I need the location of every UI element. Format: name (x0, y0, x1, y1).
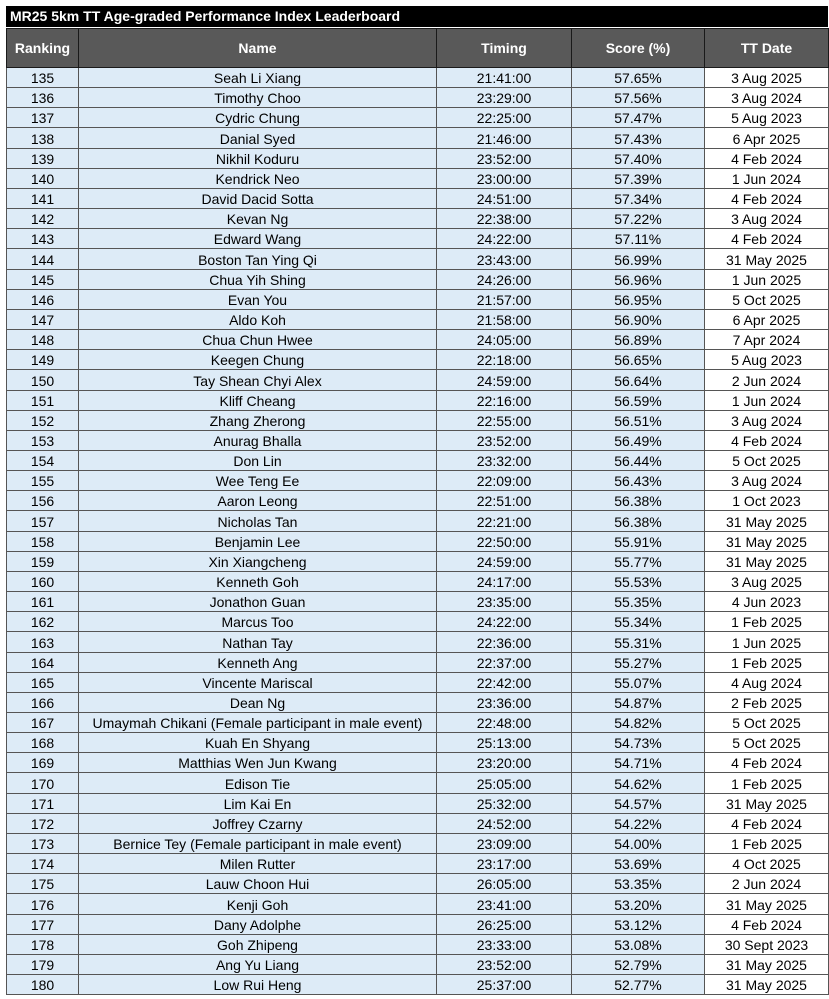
score-cell: 55.77% (572, 551, 705, 571)
name-cell: Boston Tan Ying Qi (79, 249, 437, 269)
table-row (7, 692, 829, 712)
tt-date-cell: 1 Feb 2025 (705, 652, 829, 672)
ranking-cell: 140 (7, 168, 79, 188)
score-cell: 56.44% (572, 450, 705, 470)
table-row (7, 168, 829, 188)
ranking-cell: 163 (7, 632, 79, 652)
timing-cell: 22:38:00 (437, 209, 572, 229)
tt-date-cell: 31 May 2025 (705, 531, 829, 551)
table-row (7, 350, 829, 370)
table-row (7, 128, 829, 148)
name-cell: Kevan Ng (79, 209, 437, 229)
score-cell: 57.43% (572, 128, 705, 148)
tt-date-cell: 5 Oct 2025 (705, 713, 829, 733)
ranking-cell: 158 (7, 531, 79, 551)
score-cell: 56.49% (572, 430, 705, 450)
score-cell: 53.08% (572, 934, 705, 954)
name-cell: Matthias Wen Jun Kwang (79, 753, 437, 773)
score-cell: 54.00% (572, 833, 705, 853)
tt-date-cell: 5 Oct 2025 (705, 450, 829, 470)
timing-cell: 21:58:00 (437, 309, 572, 329)
tt-date-cell: 4 Feb 2024 (705, 430, 829, 450)
ranking-cell: 164 (7, 652, 79, 672)
name-cell: Keegen Chung (79, 350, 437, 370)
tt-date-cell: 31 May 2025 (705, 249, 829, 269)
score-cell: 57.56% (572, 88, 705, 108)
score-cell: 57.65% (572, 68, 705, 88)
timing-cell: 26:05:00 (437, 874, 572, 894)
ranking-cell: 178 (7, 934, 79, 954)
table-row (7, 713, 829, 733)
score-cell: 57.47% (572, 108, 705, 128)
tt-date-cell: 4 Jun 2023 (705, 592, 829, 612)
table-row (7, 430, 829, 450)
timing-cell: 23:20:00 (437, 753, 572, 773)
table-row (7, 652, 829, 672)
ranking-cell: 138 (7, 128, 79, 148)
name-cell: Benjamin Lee (79, 531, 437, 551)
score-cell: 54.57% (572, 793, 705, 813)
ranking-cell: 135 (7, 68, 79, 88)
score-cell: 57.22% (572, 209, 705, 229)
ranking-cell: 180 (7, 975, 79, 995)
leaderboard-title: MR25 5km TT Age-graded Performance Index Leaderboard (6, 6, 828, 27)
timing-cell: 23:43:00 (437, 249, 572, 269)
timing-cell: 22:50:00 (437, 531, 572, 551)
tt-date-cell: 3 Aug 2025 (705, 68, 829, 88)
timing-cell: 23:17:00 (437, 854, 572, 874)
table-row (7, 531, 829, 551)
name-cell: Evan You (79, 289, 437, 309)
header-ranking: Ranking (7, 29, 79, 68)
tt-date-cell: 4 Aug 2024 (705, 672, 829, 692)
name-cell: Kuah En Shyang (79, 733, 437, 753)
ranking-cell: 169 (7, 753, 79, 773)
tt-date-cell: 1 Jun 2025 (705, 632, 829, 652)
tt-date-cell: 1 Feb 2025 (705, 833, 829, 853)
score-cell: 55.35% (572, 592, 705, 612)
timing-cell: 24:59:00 (437, 551, 572, 571)
timing-cell: 25:05:00 (437, 773, 572, 793)
ranking-cell: 149 (7, 350, 79, 370)
name-cell: Milen Rutter (79, 854, 437, 874)
table-row (7, 330, 829, 350)
timing-cell: 21:46:00 (437, 128, 572, 148)
score-cell: 55.31% (572, 632, 705, 652)
table-row (7, 773, 829, 793)
ranking-cell: 173 (7, 833, 79, 853)
timing-cell: 24:26:00 (437, 269, 572, 289)
ranking-cell: 145 (7, 269, 79, 289)
score-cell: 53.20% (572, 894, 705, 914)
tt-date-cell: 4 Feb 2024 (705, 148, 829, 168)
score-cell: 52.77% (572, 975, 705, 995)
timing-cell: 23:52:00 (437, 954, 572, 974)
timing-cell: 23:09:00 (437, 833, 572, 853)
timing-cell: 23:35:00 (437, 592, 572, 612)
leaderboard-table (6, 28, 829, 995)
name-cell: Seah Li Xiang (79, 68, 437, 88)
tt-date-cell: 31 May 2025 (705, 975, 829, 995)
ranking-cell: 154 (7, 450, 79, 470)
ranking-cell: 153 (7, 430, 79, 450)
tt-date-cell: 31 May 2025 (705, 793, 829, 813)
tt-date-cell: 4 Feb 2024 (705, 229, 829, 249)
score-cell: 56.90% (572, 309, 705, 329)
tt-date-cell: 1 Feb 2025 (705, 773, 829, 793)
tt-date-cell: 5 Oct 2025 (705, 289, 829, 309)
score-cell: 56.38% (572, 511, 705, 531)
score-cell: 53.69% (572, 854, 705, 874)
table-row (7, 471, 829, 491)
tt-date-cell: 1 Jun 2024 (705, 390, 829, 410)
timing-cell: 24:05:00 (437, 330, 572, 350)
name-cell: Edward Wang (79, 229, 437, 249)
ranking-cell: 161 (7, 592, 79, 612)
name-cell: Chua Chun Hwee (79, 330, 437, 350)
ranking-cell: 150 (7, 370, 79, 390)
tt-date-cell: 2 Jun 2024 (705, 370, 829, 390)
timing-cell: 24:51:00 (437, 188, 572, 208)
table-row (7, 309, 829, 329)
table-row (7, 612, 829, 632)
timing-cell: 22:37:00 (437, 652, 572, 672)
score-cell: 56.43% (572, 471, 705, 491)
ranking-cell: 147 (7, 309, 79, 329)
score-cell: 55.53% (572, 571, 705, 591)
name-cell: Ang Yu Liang (79, 954, 437, 974)
timing-cell: 24:52:00 (437, 813, 572, 833)
ranking-cell: 144 (7, 249, 79, 269)
score-cell: 57.39% (572, 168, 705, 188)
ranking-cell: 139 (7, 148, 79, 168)
timing-cell: 22:18:00 (437, 350, 572, 370)
name-cell: Danial Syed (79, 128, 437, 148)
ranking-cell: 160 (7, 571, 79, 591)
table-row (7, 592, 829, 612)
ranking-cell: 165 (7, 672, 79, 692)
timing-cell: 24:22:00 (437, 229, 572, 249)
score-cell: 57.34% (572, 188, 705, 208)
ranking-cell: 166 (7, 692, 79, 712)
timing-cell: 22:09:00 (437, 471, 572, 491)
timing-cell: 23:52:00 (437, 430, 572, 450)
score-cell: 57.40% (572, 148, 705, 168)
ranking-cell: 152 (7, 410, 79, 430)
table-row (7, 410, 829, 430)
timing-cell: 23:00:00 (437, 168, 572, 188)
table-row (7, 753, 829, 773)
score-cell: 53.35% (572, 874, 705, 894)
tt-date-cell: 3 Aug 2024 (705, 209, 829, 229)
score-cell: 56.99% (572, 249, 705, 269)
tt-date-cell: 4 Feb 2024 (705, 813, 829, 833)
score-cell: 56.51% (572, 410, 705, 430)
tt-date-cell: 3 Aug 2024 (705, 410, 829, 430)
name-cell: Chua Yih Shing (79, 269, 437, 289)
ranking-cell: 148 (7, 330, 79, 350)
name-cell: Edison Tie (79, 773, 437, 793)
score-cell: 52.79% (572, 954, 705, 974)
name-cell: Anurag Bhalla (79, 430, 437, 450)
table-row (7, 793, 829, 813)
ranking-cell: 156 (7, 491, 79, 511)
table-row (7, 249, 829, 269)
table-row (7, 209, 829, 229)
name-cell: Nicholas Tan (79, 511, 437, 531)
ranking-cell: 159 (7, 551, 79, 571)
table-row (7, 88, 829, 108)
table-row (7, 733, 829, 753)
name-cell: Marcus Too (79, 612, 437, 632)
score-cell: 56.65% (572, 350, 705, 370)
timing-cell: 23:52:00 (437, 148, 572, 168)
table-row (7, 632, 829, 652)
header-tt-date: TT Date (705, 29, 829, 68)
tt-date-cell: 31 May 2025 (705, 954, 829, 974)
score-cell: 56.59% (572, 390, 705, 410)
timing-cell: 22:21:00 (437, 511, 572, 531)
score-cell: 55.27% (572, 652, 705, 672)
name-cell: Low Rui Heng (79, 975, 437, 995)
ranking-cell: 171 (7, 793, 79, 813)
table-row (7, 491, 829, 511)
timing-cell: 23:41:00 (437, 894, 572, 914)
timing-cell: 22:42:00 (437, 672, 572, 692)
timing-cell: 22:51:00 (437, 491, 572, 511)
score-cell: 56.38% (572, 491, 705, 511)
name-cell: Timothy Choo (79, 88, 437, 108)
tt-date-cell: 31 May 2025 (705, 894, 829, 914)
table-row (7, 975, 829, 995)
tt-date-cell: 3 Aug 2025 (705, 571, 829, 591)
tt-date-cell: 7 Apr 2024 (705, 330, 829, 350)
tt-date-cell: 4 Oct 2025 (705, 854, 829, 874)
ranking-cell: 170 (7, 773, 79, 793)
name-cell: Lim Kai En (79, 793, 437, 813)
leaderboard-body (7, 68, 829, 995)
timing-cell: 21:41:00 (437, 68, 572, 88)
tt-date-cell: 5 Oct 2025 (705, 733, 829, 753)
tt-date-cell: 2 Feb 2025 (705, 692, 829, 712)
name-cell: Xin Xiangcheng (79, 551, 437, 571)
ranking-cell: 143 (7, 229, 79, 249)
tt-date-cell: 2 Jun 2024 (705, 874, 829, 894)
ranking-cell: 162 (7, 612, 79, 632)
table-row (7, 833, 829, 853)
header-score: Score (%) (572, 29, 705, 68)
name-cell: Umaymah Chikani (Female participant in male event) (79, 713, 437, 733)
ranking-cell: 174 (7, 854, 79, 874)
tt-date-cell: 1 Feb 2025 (705, 612, 829, 632)
table-row (7, 511, 829, 531)
timing-cell: 22:36:00 (437, 632, 572, 652)
tt-date-cell: 6 Apr 2025 (705, 128, 829, 148)
name-cell: Tay Shean Chyi Alex (79, 370, 437, 390)
score-cell: 54.62% (572, 773, 705, 793)
table-row (7, 894, 829, 914)
name-cell: Kendrick Neo (79, 168, 437, 188)
timing-cell: 22:55:00 (437, 410, 572, 430)
score-cell: 56.95% (572, 289, 705, 309)
ranking-cell: 176 (7, 894, 79, 914)
timing-cell: 21:57:00 (437, 289, 572, 309)
header-row (7, 29, 829, 68)
score-cell: 54.82% (572, 713, 705, 733)
score-cell: 53.12% (572, 914, 705, 934)
tt-date-cell: 1 Oct 2023 (705, 491, 829, 511)
timing-cell: 23:29:00 (437, 88, 572, 108)
table-row (7, 551, 829, 571)
timing-cell: 22:48:00 (437, 713, 572, 733)
table-row (7, 188, 829, 208)
tt-date-cell: 5 Aug 2023 (705, 350, 829, 370)
table-row (7, 370, 829, 390)
ranking-cell: 136 (7, 88, 79, 108)
timing-cell: 25:37:00 (437, 975, 572, 995)
score-cell: 54.22% (572, 813, 705, 833)
name-cell: Goh Zhipeng (79, 934, 437, 954)
timing-cell: 23:33:00 (437, 934, 572, 954)
tt-date-cell: 3 Aug 2024 (705, 88, 829, 108)
tt-date-cell: 6 Apr 2025 (705, 309, 829, 329)
table-row (7, 229, 829, 249)
name-cell: Dany Adolphe (79, 914, 437, 934)
timing-cell: 25:13:00 (437, 733, 572, 753)
timing-cell: 24:59:00 (437, 370, 572, 390)
table-row (7, 672, 829, 692)
ranking-cell: 179 (7, 954, 79, 974)
tt-date-cell: 4 Feb 2024 (705, 753, 829, 773)
score-cell: 55.07% (572, 672, 705, 692)
name-cell: David Dacid Sotta (79, 188, 437, 208)
table-row (7, 854, 829, 874)
timing-cell: 26:25:00 (437, 914, 572, 934)
ranking-cell: 157 (7, 511, 79, 531)
tt-date-cell: 31 May 2025 (705, 551, 829, 571)
ranking-cell: 137 (7, 108, 79, 128)
tt-date-cell: 3 Aug 2024 (705, 471, 829, 491)
ranking-cell: 155 (7, 471, 79, 491)
name-cell: Dean Ng (79, 692, 437, 712)
score-cell: 54.73% (572, 733, 705, 753)
table-row (7, 813, 829, 833)
table-row (7, 874, 829, 894)
table-row (7, 934, 829, 954)
score-cell: 57.11% (572, 229, 705, 249)
score-cell: 55.91% (572, 531, 705, 551)
ranking-cell: 151 (7, 390, 79, 410)
ranking-cell: 172 (7, 813, 79, 833)
name-cell: Vincente Mariscal (79, 672, 437, 692)
name-cell: Aldo Koh (79, 309, 437, 329)
name-cell: Kenneth Ang (79, 652, 437, 672)
name-cell: Kenneth Goh (79, 571, 437, 591)
table-row (7, 269, 829, 289)
name-cell: Cydric Chung (79, 108, 437, 128)
timing-cell: 24:17:00 (437, 571, 572, 591)
table-row (7, 390, 829, 410)
table-row (7, 914, 829, 934)
score-cell: 56.89% (572, 330, 705, 350)
table-row (7, 450, 829, 470)
timing-cell: 22:25:00 (437, 108, 572, 128)
tt-date-cell: 1 Jun 2025 (705, 269, 829, 289)
timing-cell: 24:22:00 (437, 612, 572, 632)
timing-cell: 23:32:00 (437, 450, 572, 470)
name-cell: Zhang Zherong (79, 410, 437, 430)
ranking-cell: 167 (7, 713, 79, 733)
table-row (7, 571, 829, 591)
tt-date-cell: 4 Feb 2024 (705, 188, 829, 208)
timing-cell: 22:16:00 (437, 390, 572, 410)
ranking-cell: 168 (7, 733, 79, 753)
name-cell: Bernice Tey (Female participant in male event) (79, 833, 437, 853)
score-cell: 56.64% (572, 370, 705, 390)
name-cell: Joffrey Czarny (79, 813, 437, 833)
name-cell: Jonathon Guan (79, 592, 437, 612)
name-cell: Lauw Choon Hui (79, 874, 437, 894)
timing-cell: 25:32:00 (437, 793, 572, 813)
score-cell: 54.87% (572, 692, 705, 712)
name-cell: Kenji Goh (79, 894, 437, 914)
table-row (7, 289, 829, 309)
tt-date-cell: 31 May 2025 (705, 511, 829, 531)
table-row (7, 108, 829, 128)
table-row (7, 954, 829, 974)
name-cell: Kliff Cheang (79, 390, 437, 410)
score-cell: 54.71% (572, 753, 705, 773)
header-timing: Timing (437, 29, 572, 68)
ranking-cell: 177 (7, 914, 79, 934)
tt-date-cell: 5 Aug 2023 (705, 108, 829, 128)
timing-cell: 23:36:00 (437, 692, 572, 712)
table-row (7, 68, 829, 88)
name-cell: Wee Teng Ee (79, 471, 437, 491)
tt-date-cell: 4 Feb 2024 (705, 914, 829, 934)
name-cell: Aaron Leong (79, 491, 437, 511)
ranking-cell: 146 (7, 289, 79, 309)
ranking-cell: 141 (7, 188, 79, 208)
score-cell: 56.96% (572, 269, 705, 289)
name-cell: Nikhil Koduru (79, 148, 437, 168)
header-name: Name (79, 29, 437, 68)
score-cell: 55.34% (572, 612, 705, 632)
ranking-cell: 175 (7, 874, 79, 894)
tt-date-cell: 30 Sept 2023 (705, 934, 829, 954)
ranking-cell: 142 (7, 209, 79, 229)
tt-date-cell: 1 Jun 2024 (705, 168, 829, 188)
table-row (7, 148, 829, 168)
name-cell: Nathan Tay (79, 632, 437, 652)
name-cell: Don Lin (79, 450, 437, 470)
